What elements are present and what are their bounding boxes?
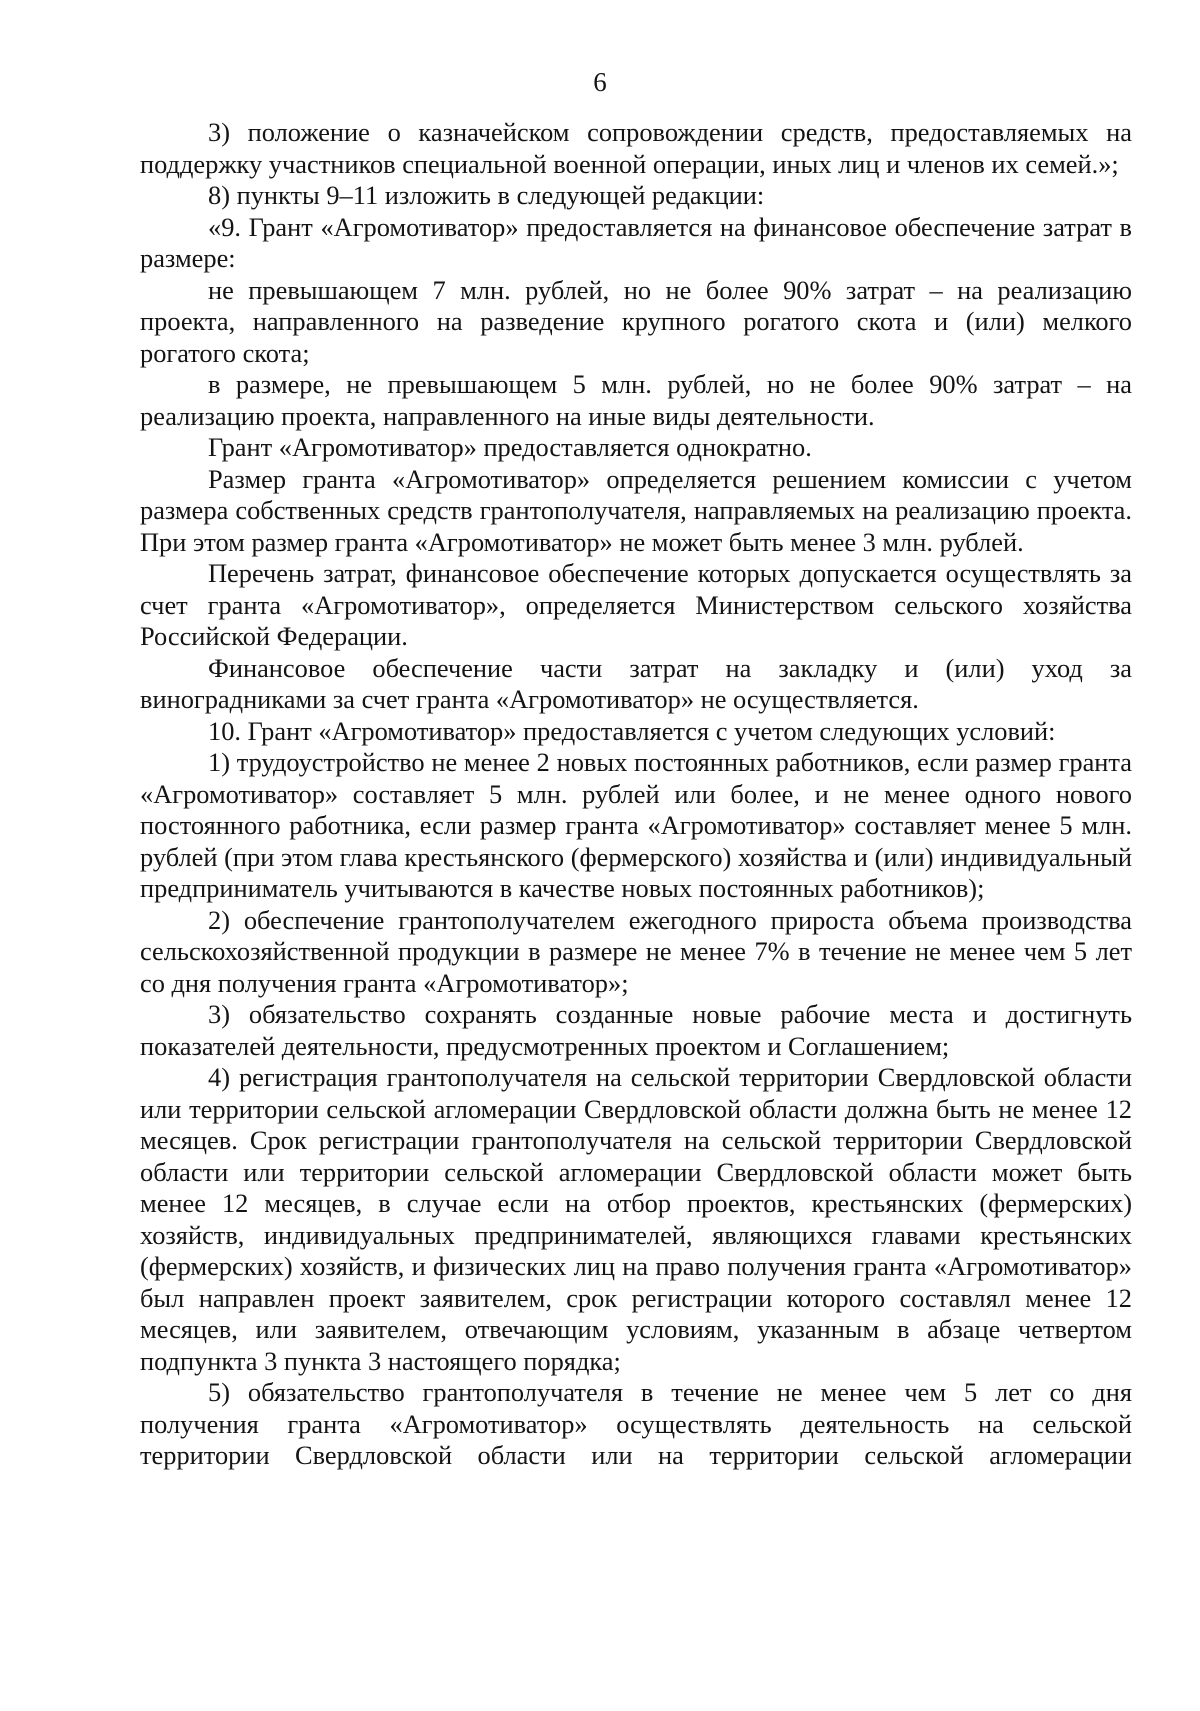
paragraph-5: в размере, не превышающем 5 млн. рублей, но не более 90% затрат – на реализацию проекта, направленного на иные виды деятельности. <box>140 369 1132 431</box>
paragraph-8: Перечень затрат, финансовое обеспечение которых допускается осуществлять за счет гранта «Агромотиватор», определяется Министерством сельского хозяйства Российской Федерации. <box>140 558 1132 651</box>
paragraph-10: 10. Грант «Агромотиватор» предоставляется с учетом следующих условий: <box>208 715 1056 746</box>
paragraph-3: «9. Грант «Агромотиватор» предоставляется на финансовое обеспечение затрат в размере: <box>140 211 1132 273</box>
document-body <box>140 117 1132 1472</box>
paragraph-4: не превышающем 7 млн. рублей, но не более 90% затрат – на реализацию проекта, направленного на разведение крупного рогатого скота и (или) мелкого рогатого скота; <box>140 274 1132 368</box>
paragraph-12: 2) обеспечение грантополучателем ежегодного прироста объема производства сельскохозяйственной продукции в размере не менее 7% в течение не менее чем 5 лет со дня получения гранта «Агромотиватор»; <box>140 904 1132 998</box>
paragraph-15: 5) обязательство грантополучателя в течение не менее чем 5 лет со дня получения гранта «Агромотиватор» осуществлять деятельность на сельской территории Свердловской области или на территории сельской агломерации <box>140 1377 1132 1470</box>
paragraph-1: 3) положение о казначейском сопровождении средств, предоставляемых на поддержку участников специальной военной операции, иных лиц и членов их семей.»; <box>140 117 1132 179</box>
paragraph-13: 3) обязательство сохранять созданные новые рабочие места и достигнуть показателей деятельности, предусмотренных проектом и Соглашением; <box>140 999 1132 1061</box>
page-number: 6 <box>593 67 607 97</box>
paragraph-9: Финансовое обеспечение части затрат на закладку и (или) уход за виноградниками за счет гранта «Агромотиватор» не осуществляется. <box>140 652 1132 714</box>
paragraph-6: Грант «Агромотиватор» предоставляется однократно. <box>208 432 812 462</box>
paragraph-14: 4) регистрация грантополучателя на сельской территории Свердловской области или территории сельской агломерации Свердловской области должна быть не менее 12 месяцев. Срок регистрации грантополучателя на сельской территории Свердловской области или территории сельской агломерации Свердловской области может быть менее 12 месяцев, в случае если на отбор проектов, крестьянских (фермерских) хозяйств, индивидуальных предпринимателей, являющихся главами крестьянских (фермерских) хозяйств, и физических лиц на право получения гранта «Агромотиватор» был направлен проект заявителем, срок регистрации которого составлял менее 12 месяцев, или заявителем, отвечающим условиям, указанным в абзаце четвертом подпункта 3 пункта 3 настоящего порядка; <box>140 1062 1132 1376</box>
paragraph-7: Размер гранта «Агромотиватор» определяется решением комиссии с учетом размера собственных средств грантополучателя, направляемых на реализацию проекта. При этом размер гранта «Агромотиватор» не может быть менее 3 млн. рублей. <box>140 463 1132 557</box>
paragraph-11: 1) трудоустройство не менее 2 новых постоянных работников, если размер гранта «Агромотиватор» составляет 5 млн. рублей или более, и не менее одного нового постоянного работника, если размер гранта «Агромотиватор» составляет менее 5 млн. рублей (при этом глава крестьянского (фермерского) хозяйства и (или) индивидуальный предприниматель учитываются в качестве новых постоянных работников); <box>140 747 1132 903</box>
paragraph-2: 8) пункты 9–11 изложить в следующей редакции: <box>208 180 765 210</box>
